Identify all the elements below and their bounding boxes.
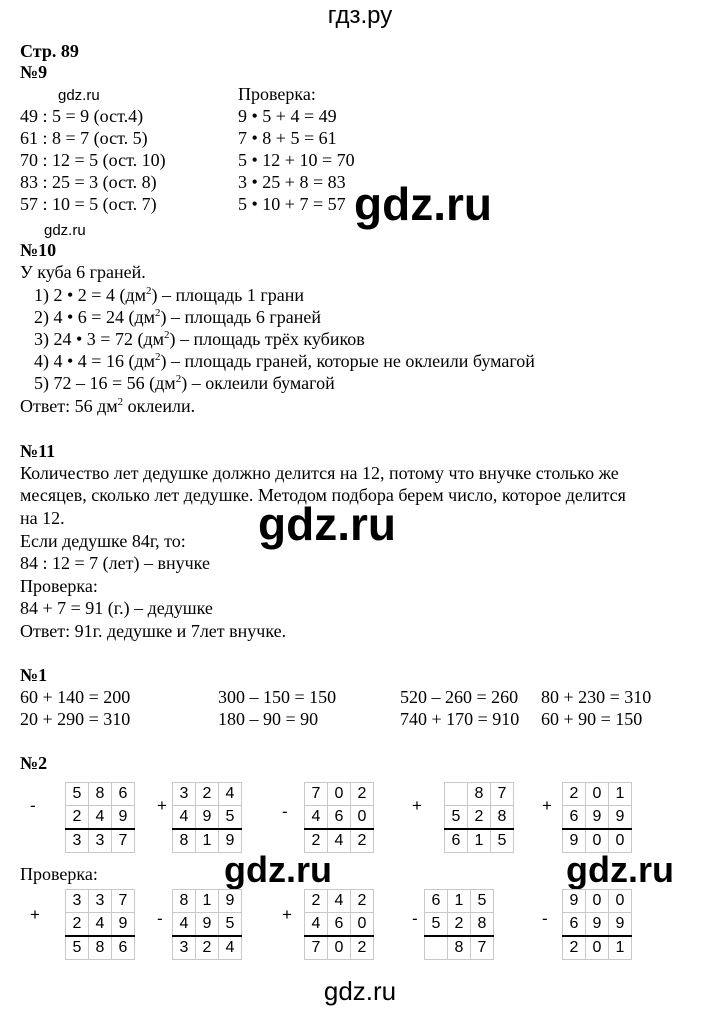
task1-expression: 300 – 150 = 150 <box>218 687 337 707</box>
operation-sign: + <box>282 905 292 924</box>
digit-cell: 2 <box>66 806 89 830</box>
digit-cell: 2 <box>351 890 374 913</box>
digit-cell: 4 <box>89 806 112 830</box>
digit-cell: 9 <box>112 806 135 830</box>
task10-step: 2) 4 • 6 = 24 $(дм^2)$ – площадь 6 граней <box>34 307 321 327</box>
digit-cell: 4 <box>219 783 242 806</box>
digit-cell: 5 <box>471 890 494 913</box>
watermark-big: gdz.ru <box>258 498 396 550</box>
task11-paragraph-line: Количество лет дедушке должно делится на 12, потому что внучке столько же <box>20 463 619 483</box>
task9-check: 7 • 8 + 5 = 61 <box>238 128 337 148</box>
digit-cell: 3 <box>66 890 89 913</box>
task9-division: 70 : 12 = 5 (ост. 10) <box>20 150 166 170</box>
task2-title: №2 <box>20 753 48 773</box>
digit-cell: 9 <box>112 913 135 937</box>
digit-cell: 5 <box>425 913 448 937</box>
digit-cell: 1 <box>196 890 219 913</box>
digit-cell: 9 <box>563 890 586 913</box>
digit-cell: 6 <box>563 806 586 830</box>
column-calc <box>272 889 387 964</box>
task9-check: 9 • 5 + 4 = 49 <box>238 106 337 126</box>
digit-cell: 4 <box>173 806 196 830</box>
digit-cell: 1 <box>196 829 219 853</box>
digit-cell: 7 <box>305 936 328 960</box>
column-calc <box>20 782 135 857</box>
digit-cell: 1 <box>609 936 632 960</box>
task11-answer: Ответ: 91г. дедушке и 7лет внучке. <box>20 621 287 641</box>
operation-sign: - <box>542 909 548 928</box>
digit-cell: 0 <box>586 783 609 806</box>
digit-cell: 2 <box>351 936 374 960</box>
watermark-big: gdz.ru <box>224 849 332 890</box>
digit-cell: 8 <box>448 936 471 960</box>
digit-cell: 5 <box>445 806 468 830</box>
digit-cell: 2 <box>468 806 491 830</box>
digit-cell: 3 <box>66 829 89 853</box>
task11-line: 84 + 7 = 91 (г.) – дедушке <box>20 598 213 618</box>
operation-sign: + <box>30 905 40 924</box>
task10-answer: Ответ: 56 $дм^2$ оклеили. <box>20 396 196 416</box>
column-calc <box>536 889 651 964</box>
site-header: гдз.ру <box>327 2 393 29</box>
digit-cell: 8 <box>471 913 494 937</box>
task9-check: 5 • 12 + 10 = 70 <box>238 150 355 170</box>
digit-cell: 9 <box>586 806 609 830</box>
digit-cell: 0 <box>328 783 351 806</box>
digit-cell: 4 <box>219 936 242 960</box>
column-calc <box>147 782 262 857</box>
digit-cell: 8 <box>491 806 514 830</box>
digit-cell: 2 <box>448 913 471 937</box>
task10-intro: У куба 6 граней. <box>20 262 146 282</box>
digit-cell: 6 <box>425 890 448 913</box>
digit-cell: 7 <box>471 936 494 960</box>
digit-cell: 2 <box>351 783 374 806</box>
digit-cell: 0 <box>586 829 609 853</box>
digit-cell: 8 <box>89 783 112 806</box>
digit-cell: 8 <box>468 783 491 806</box>
digit-cell: 9 <box>586 913 609 937</box>
page-label: Стр. 89 <box>20 41 79 61</box>
operation-sign: - <box>157 909 163 928</box>
digit-cell: 7 <box>305 783 328 806</box>
digit-cell: 4 <box>328 829 351 853</box>
digit-cell: 9 <box>609 913 632 937</box>
digit-cell: 5 <box>219 913 242 937</box>
digit-cell: 0 <box>351 806 374 830</box>
digit-cell: 6 <box>112 936 135 960</box>
watermark-small: gdz.ru <box>58 87 100 104</box>
digit-cell: 8 <box>89 936 112 960</box>
task1-expression: 740 + 170 = 910 <box>400 709 520 729</box>
digit-cell: 9 <box>609 806 632 830</box>
column-calc <box>402 782 522 857</box>
digit-cell: 4 <box>89 913 112 937</box>
task9-division: 83 : 25 = 3 (ост. 8) <box>20 172 157 192</box>
digit-cell: 6 <box>563 913 586 937</box>
digit-cell: 3 <box>173 936 196 960</box>
task9-division: 57 : 10 = 5 (ост. 7) <box>20 194 157 214</box>
task9-check: 5 • 10 + 7 = 57 <box>238 194 346 214</box>
digit-cell: 0 <box>609 890 632 913</box>
digit-cell: 2 <box>351 829 374 853</box>
digit-cell: 6 <box>445 829 468 853</box>
task1-expression: 180 – 90 = 90 <box>218 709 319 729</box>
digit-cell: 8 <box>173 829 196 853</box>
digit-cell: 3 <box>173 783 196 806</box>
digit-cell: 6 <box>328 913 351 937</box>
digit-cell: 5 <box>219 806 242 830</box>
task1-expression: 520 – 260 = 260 <box>400 687 519 707</box>
watermark-small: gdz.ru <box>44 222 86 239</box>
digit-cell: 1 <box>468 829 491 853</box>
digit-cell: 0 <box>609 829 632 853</box>
task2-check-label: Проверка: <box>20 864 98 884</box>
digit-cell: 5 <box>66 783 89 806</box>
task1-expression: 20 + 290 = 310 <box>20 709 131 729</box>
digit-cell: 6 <box>112 783 135 806</box>
task1-expression: 60 + 90 = 150 <box>541 709 643 729</box>
task1-expression: 80 + 230 = 310 <box>541 687 652 707</box>
digit-cell: 1 <box>448 890 471 913</box>
digit-cell: 2 <box>563 936 586 960</box>
digit-cell: 1 <box>609 783 632 806</box>
task10-step: 5) 72 – 16 = 56 $(дм^2)$ – оклеили бумагой <box>34 373 335 393</box>
operation-sign: - <box>30 796 36 815</box>
digit-cell: 7 <box>112 890 135 913</box>
digit-cell: 9 <box>196 913 219 937</box>
column-calc <box>20 889 135 964</box>
column-calc <box>402 889 522 964</box>
task11-line: Проверка: <box>20 576 98 596</box>
column-calc <box>147 889 262 964</box>
task10-title: №10 <box>20 240 57 260</box>
digit-cell <box>445 783 468 806</box>
digit-cell: 9 <box>219 829 242 853</box>
task9-division: 49 : 5 = 9 (ост.4) <box>20 106 144 126</box>
digit-cell: 4 <box>305 913 328 937</box>
column-calc <box>272 782 387 857</box>
digit-cell: 2 <box>196 936 219 960</box>
task9-division: 61 : 8 = 7 (ост. 5) <box>20 128 148 148</box>
operation-sign: - <box>282 802 288 821</box>
digit-cell: 0 <box>351 913 374 937</box>
digit-cell: 3 <box>89 829 112 853</box>
digit-cell: 9 <box>196 806 219 830</box>
task1-expression: 60 + 140 = 200 <box>20 687 131 707</box>
task11-paragraph-line: месяцев, сколько лет дедушке. Методом подбора берем число, которое делится <box>20 485 626 505</box>
digit-cell: 9 <box>219 890 242 913</box>
task10-step: 3) 24 • 3 = 72 $(дм^2)$ – площадь трёх кубиков <box>34 329 365 349</box>
task11-title: №11 <box>20 441 56 461</box>
watermark-big: gdz.ru <box>354 178 492 230</box>
task1-title: №1 <box>20 665 48 685</box>
digit-cell: 9 <box>563 829 586 853</box>
digit-cell: 0 <box>586 890 609 913</box>
digit-cell: 2 <box>305 829 328 853</box>
task9-check: 3 • 25 + 8 = 83 <box>238 172 346 192</box>
digit-cell: 4 <box>173 913 196 937</box>
digit-cell: 2 <box>66 913 89 937</box>
digit-cell: 6 <box>328 806 351 830</box>
digit-cell: 2 <box>563 783 586 806</box>
digit-cell: 8 <box>173 890 196 913</box>
digit-cell: 5 <box>491 829 514 853</box>
digit-cell: 4 <box>305 806 328 830</box>
column-calc <box>536 782 651 857</box>
digit-cell: 2 <box>305 890 328 913</box>
task10-step: 1) 2 • 2 = 4 $(дм^2)$ – площадь 1 грани <box>34 285 304 305</box>
watermark-big: gdz.ru <box>566 849 674 890</box>
task11-line: Если дедушке 84г, то: <box>20 531 186 551</box>
watermark-bottom: gdz.ru <box>323 976 397 1006</box>
digit-cell <box>425 936 448 960</box>
digit-cell: 3 <box>89 890 112 913</box>
digit-cell: 4 <box>328 890 351 913</box>
digit-cell: 5 <box>66 936 89 960</box>
task10-step: 4) 4 • 4 = 16 $(дм^2)$ – площадь граней, которые не оклеили бумагой <box>34 351 535 371</box>
operation-sign: - <box>412 909 418 928</box>
task9-check-label: Проверка: <box>238 84 316 104</box>
task9-title: №9 <box>20 62 48 82</box>
operation-sign: + <box>157 796 167 815</box>
operation-sign: + <box>412 796 422 815</box>
digit-cell: 0 <box>586 936 609 960</box>
digit-cell: 2 <box>196 783 219 806</box>
task11-paragraph-line: на 12. <box>20 508 65 528</box>
digit-cell: 7 <box>112 829 135 853</box>
digit-cell: 7 <box>491 783 514 806</box>
digit-cell: 0 <box>328 936 351 960</box>
operation-sign: + <box>542 796 552 815</box>
task11-line: 84 : 12 = 7 (лет) – внучке <box>20 553 210 573</box>
